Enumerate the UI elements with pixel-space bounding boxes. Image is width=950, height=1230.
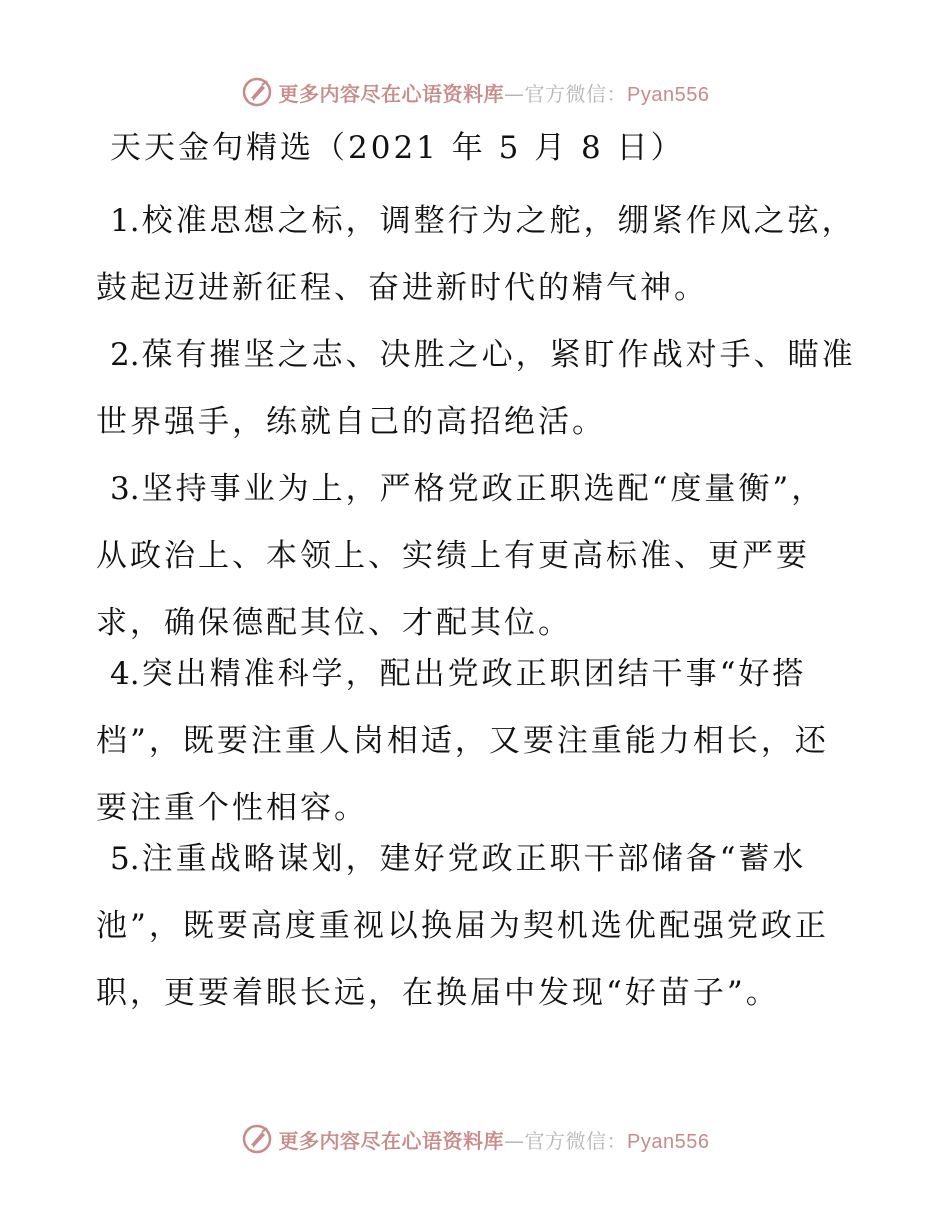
quote-number: 2. — [110, 337, 140, 373]
watermark-wechat-id: Pyan556 — [627, 1130, 710, 1153]
quote-text: 注重战略谋划，建好党政正职干部储备“蓄水池”，既要高度重视以换届为契机选优配强党政正职，更要着眼长远，在换届中发现“好苗子”。 — [96, 841, 829, 1011]
quote-item-4 — [96, 641, 856, 842]
watermark-separator: — — [504, 1128, 525, 1153]
watermark-brand: 更多内容尽在心语资料库 — [278, 1128, 505, 1153]
quote-text: 校准思想之标，调整行为之舵，绷紧作风之弦，鼓起迈进新征程、奋进新时代的精气神。 — [96, 203, 856, 306]
quote-item-3 — [96, 456, 856, 657]
quill-pen-logo-icon — [241, 76, 273, 108]
quote-text: 突出精准科学，配出党政正职团结干事“好搭档”，既要注重人岗相适，又要注重能力相长，还要注重个性相容。 — [96, 656, 829, 826]
document-title: 天天金句精选（2021 年 5 月 8 日） — [110, 130, 685, 166]
watermark-wechat-label: 官方微信： — [524, 1128, 628, 1153]
footer-watermark — [0, 1119, 950, 1159]
quote-item-1 — [96, 188, 856, 322]
quote-text: 葆有摧坚之志、决胜之心，紧盯作战对手、瞄准世界强手，练就自己的高招绝活。 — [96, 337, 856, 440]
quote-item-5 — [96, 826, 856, 1027]
quote-number: 5. — [110, 841, 140, 877]
quote-number: 3. — [110, 471, 140, 507]
watermark-wechat-id: Pyan556 — [627, 83, 710, 106]
quote-text: 坚持事业为上，严格党政正职选配“度量衡”，从政治上、本领上、实绩上有更高标准、更严要求，确保德配其位、才配其位。 — [96, 471, 826, 641]
quill-pen-logo-icon — [241, 1123, 273, 1155]
quote-item-2 — [96, 322, 856, 456]
header-watermark — [0, 72, 950, 112]
watermark-brand: 更多内容尽在心语资料库 — [278, 81, 505, 106]
quote-number: 4. — [110, 656, 140, 692]
quote-number: 1. — [110, 203, 140, 239]
watermark-separator: — — [504, 81, 525, 106]
watermark-wechat-label: 官方微信： — [524, 81, 628, 106]
